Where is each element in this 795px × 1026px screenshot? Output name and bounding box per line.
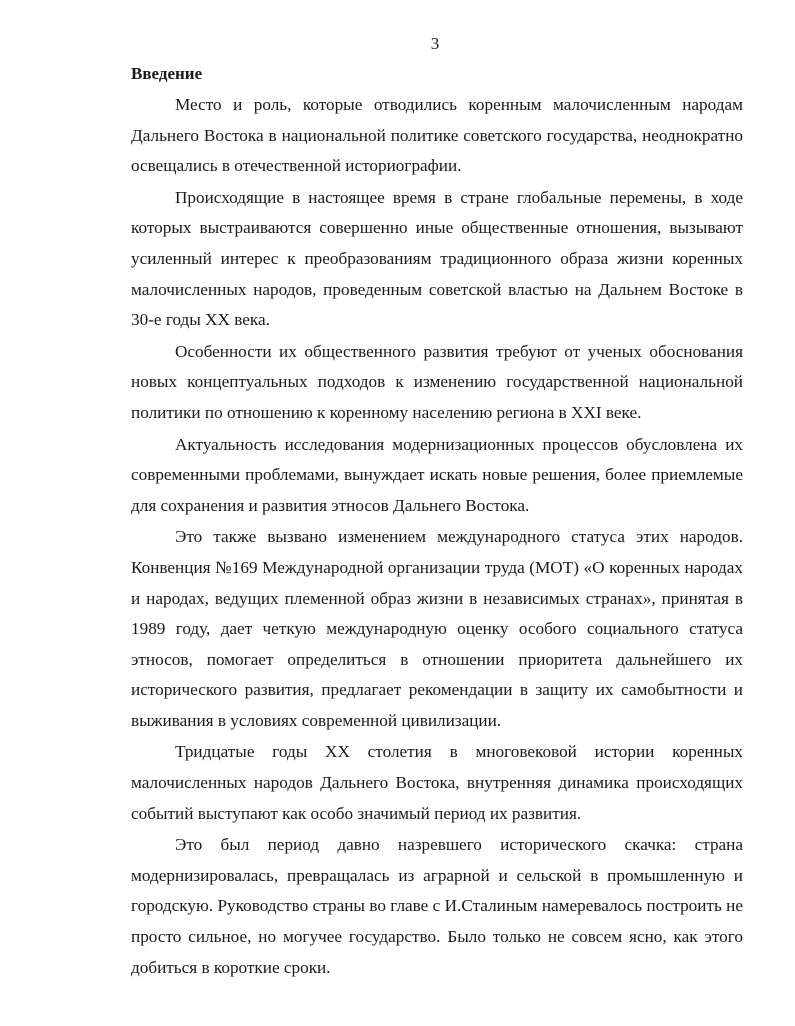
document-body bbox=[131, 90, 743, 984]
paragraph-4: Актуальность исследования модернизационных процессов обусловлена их современными проблемами, вынуждает искать новые решения, более приемлемые для сохранения и развития этносов Дальнего Востока. bbox=[131, 434, 743, 515]
paragraph-2: Происходящие в настоящее время в стране глобальные перемены, в ходе которых выстраиваются совершенно иные общественные отношения, вызывают усиленный интерес к преобразованиям традиционного образа жизни коренных малочисленных народов, проведенным советской властью на Дальнем Востоке в 30-е годы XX века. bbox=[131, 187, 743, 330]
paragraph-5: Это также вызвано изменением международного статуса этих народов. Конвенция №169 Международной организации труда (МОТ) «О коренных народах и народах, ведущих племенной образ жизни в независимых странах», принятая в 1989 году, дает четкую международную оценку особого социального статуса этносов, помогает определиться в отношении приоритета дальнейшего их исторического развития, предлагает рекомендации в защиту их самобытности и выживания в условиях современной цивилизации. bbox=[131, 527, 743, 730]
paragraph-7: Это был период давно назревшего исторического скачка: страна модернизировалась, превращалась из аграрной и сельской в промышленную и городскую. Руководство страны во главе с И.Сталиным намеревалось построить не просто сильное, но могучее государство. Было только не совсем ясно, как этого добиться в короткие сроки. bbox=[131, 835, 743, 977]
section-heading: Введение bbox=[131, 64, 203, 83]
page-number: 3 bbox=[430, 34, 440, 53]
paragraph-3: Особенности их общественного развития требуют от ученых обоснования новых концептуальных подходов к изменению государственной национальной политики по отношению к коренному населению региона в XXI веке. bbox=[131, 341, 743, 422]
paragraph-1: Место и роль, которые отводились коренным малочисленным народам Дальнего Востока в национальной политике советского государства, неоднократно освещались в отечественной историографии. bbox=[131, 95, 743, 176]
paragraph-6: Тридцатые годы XX столетия в многовековой истории коренных малочисленных народов Дальнего Востока, внутренняя динамика происходящих событий выступают как особо значимый период их развития. bbox=[131, 742, 743, 823]
